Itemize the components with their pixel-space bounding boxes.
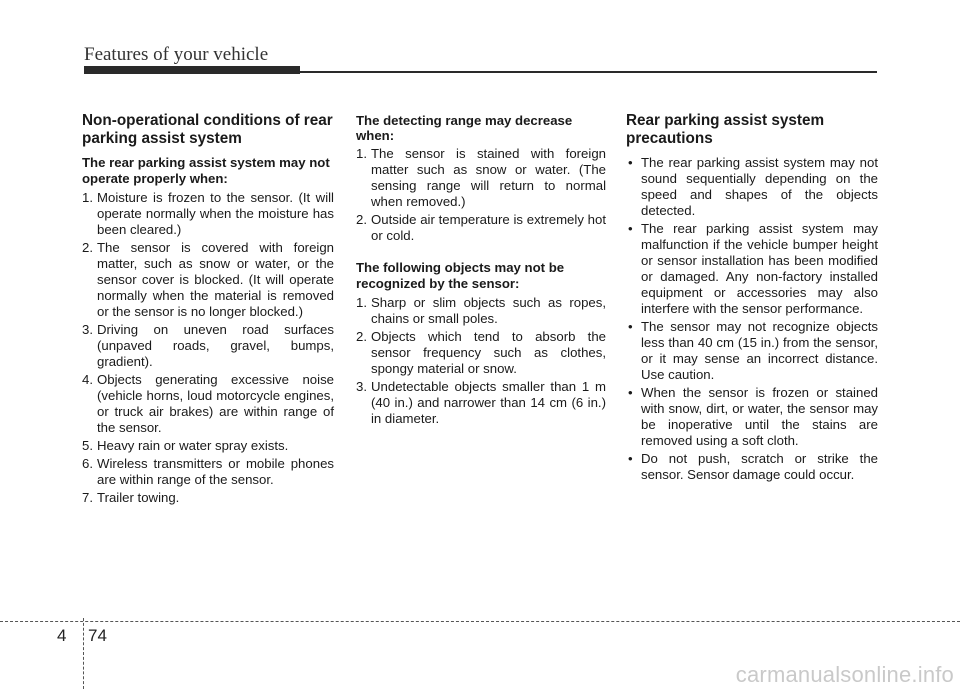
chapter-number: 4 <box>57 626 67 645</box>
list-item: • The rear parking assist system may not sound sequentially depending on the speed and shapes of the objects detected. <box>628 155 878 218</box>
list-item: • The sensor may not recognize objects less than 40 cm (15 in.) from the sensor, or it may sense an incorrect distance. Use caution. <box>628 319 878 382</box>
subheading-may-not-operate: The rear parking assist system may not operate properly when: <box>82 155 330 186</box>
list-not-recognized <box>356 295 606 427</box>
column-middle <box>356 113 606 429</box>
list-item: 7. Trailer towing. <box>82 490 180 505</box>
list-item: 2. Outside air temperature is extremely hot or cold. <box>356 212 606 243</box>
page-header-title: Features of your vehicle <box>84 44 269 65</box>
header-rule <box>300 71 877 73</box>
list-item: • Do not push, scratch or strike the sensor. Sensor damage could occur. <box>628 451 878 482</box>
list-precautions <box>626 155 878 483</box>
page-number: 74 <box>88 626 107 645</box>
bullet-icon: • <box>628 385 633 400</box>
header-bar <box>84 66 300 74</box>
list-item: 6. Wireless transmitters or mobile phones are within range of the sensor. <box>82 456 334 487</box>
list-item: 5. Heavy rain or water spray exists. <box>82 438 289 453</box>
section-heading-precautions: Rear parking assist system precautions <box>626 112 825 147</box>
list-item: • The rear parking assist system may malfunction if the vehicle bumper height or sensor installation has been modified or damaged. Any non-factory installed equipment or accessories may also interfere with the sensor performance. <box>628 221 878 316</box>
list-non-operational <box>82 190 334 506</box>
column-right <box>626 112 878 485</box>
list-item: 2. The sensor is covered with foreign matter, such as snow or water, or the sensor cover is blocked. (It will operate normally when the material is removed or the sensor is no longer blocked.) <box>82 240 334 319</box>
column-left <box>82 112 334 508</box>
list-item: 2. Objects which tend to absorb the sensor frequency such as clothes, spongy material or snow. <box>356 329 606 376</box>
list-item: 3. Undetectable objects smaller than 1 m (40 in.) and narrower than 14 cm (6 in.) in diameter. <box>356 379 606 426</box>
list-item: 1. The sensor is stained with foreign matter such as snow or water. (The sensing range will return to normal when removed.) <box>356 146 606 209</box>
bullet-icon: • <box>628 155 633 170</box>
bullet-icon: • <box>628 319 633 334</box>
section-heading-non-operational: Non-operational conditions of rear parking assist system <box>82 112 333 147</box>
list-item: 3. Driving on uneven road surfaces (unpaved roads, gravel, bumps, gradient). <box>82 322 334 369</box>
footer-dashed-rule <box>0 621 960 622</box>
subheading-not-recognized: The following objects may not be recognized by the sensor: <box>356 260 565 291</box>
subheading-range-decrease: The detecting range may decrease when: <box>356 113 573 143</box>
list-range-decrease <box>356 146 606 244</box>
footer-dashed-divider <box>83 618 84 689</box>
list-item: 4. Objects generating excessive noise (vehicle horns, loud motorcycle engines, or truck air brakes) are within range of the sensor. <box>82 372 334 435</box>
list-item: 1. Sharp or slim objects such as ropes, chains or small poles. <box>356 295 606 326</box>
list-item: • When the sensor is frozen or stained with snow, dirt, or water, the sensor may be inoperative until the stains are removed using a soft cloth. <box>628 385 878 448</box>
list-item: 1. Moisture is frozen to the sensor. (It will operate normally when the moisture has been cleared.) <box>82 190 334 237</box>
watermark: carmanualsonline.info <box>735 662 954 687</box>
bullet-icon: • <box>628 221 633 236</box>
bullet-icon: • <box>628 451 633 466</box>
